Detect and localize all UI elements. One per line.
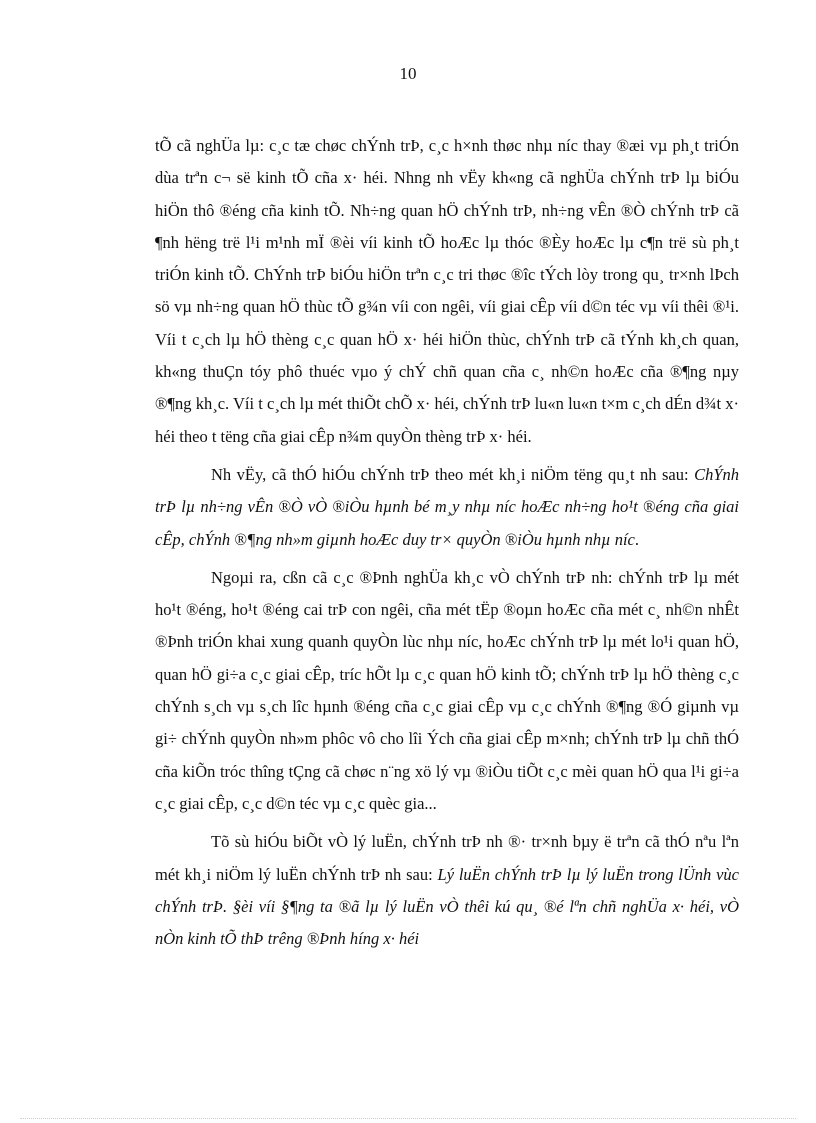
document-body: [155, 130, 739, 961]
paragraph-2: [155, 459, 739, 556]
paragraph-1: tÕ cã nghÜa lµ: c¸c tæ chøc chÝnh trÞ, c¸c h×nh thøc nhµ níc thay ®æi vµ ph¸t triÓn dùa trªn c¬ së kinh tÕ cña x· héi. Nhng nh vËy kh«ng cã nghÜa chÝnh trÞ lµ biÓu hiÖn thô ®éng cña kinh tÕ. Nh÷ng quan hÖ chÝnh trÞ, nh÷ng vÊn ®Ò chÝnh trÞ cã ¶nh hëng trë l¹i m¹nh mÏ ®èi víi kinh tÕ hoÆc lµ thóc ®Èy hoÆc lµ c¶n trë sù ph¸t triÓn kinh tÕ. ChÝnh trÞ biÓu hiÖn trªn c¸c tri thøc ®îc tÝch lòy trong qu¸ tr×nh lÞch sö vµ nh÷ng quan hÖ thùc tÕ g¾n víi con ngêi, víi giai cÊp víi d©n téc vµ víi thêi ®¹i. Víi t c¸ch lµ hÖ thèng c¸c quan hÖ x· héi hiÖn thùc, chÝnh trÞ cã tÝnh kh¸ch quan, kh«ng thuÇn tóy phô thuéc vµo ý chÝ chñ quan cña c¸ nh©n hoÆc cña ®¶ng nµy ®¶ng kh¸c. Víi t c¸ch lµ mét thiÕt chÕ x· héi, chÝnh trÞ lu«n lu«n t×m c¸ch dÉn d¾t x· héi theo t tëng cña giai cÊp n¾m quyÒn thèng trÞ x· héi.: [155, 136, 739, 446]
paragraph-4: [155, 826, 739, 955]
paragraph-2-italic: ChÝnh trÞ lµ nh÷ng vÊn ®Ò vÒ ®iÒu hµnh bé m¸y nhµ níc hoÆc nh÷ng ho¹t ®éng cña giai cÊp, chÝnh ®¶ng nh»m giµnh hoÆc duy tr× quyÒn ®iÒu hµnh nhµ níc: [155, 464, 739, 549]
paragraph-2-lead: Nh vËy, cã thÓ hiÓu chÝnh trÞ theo mét kh¸i niÖm tëng qu¸t nh sau:: [211, 464, 695, 484]
paragraph-4-lead: Tõ sù hiÓu biÕt vÒ lý luËn, chÝnh trÞ nh ®· tr×nh bµy ë trªn cã thÓ nªu lªn mét kh¸i niÖm lý luËn chÝnh trÞ nh sau:: [155, 832, 739, 884]
page-bottom-rule: [20, 1118, 796, 1119]
page-number: 10: [399, 64, 417, 83]
paragraph-2-tail: .: [634, 529, 639, 549]
paragraph-3: Ngoµi ra, cßn cã c¸c ®Þnh nghÜa kh¸c vÒ chÝnh trÞ nh: chÝnh trÞ lµ mét ho¹t ®éng, ho¹t ®éng cai trÞ con ngêi, cña mét tËp ®oµn hoÆc cña mét c¸ nh©n nhÊt ®Þnh triÓn khai xung quanh quyÒn lùc nhµ níc, hoÆc chÝnh trÞ lµ mét lo¹i quan hÖ, quan hÖ gi÷a c¸c giai cÊp, tríc hÕt lµ c¸c quan hÖ kinh tÕ; chÝnh trÞ lµ hÖ thèng c¸c chÝnh s¸ch vµ s¸ch lîc hµnh ®éng cña c¸c giai cÊp vµ c¸c chÝnh ®¶ng ®Ó giµnh vµ gi÷ chÝnh quyÒn nh»m phôc vô cho lîi Ých cña giai cÊp m×nh; chÝnh trÞ lµ chñ thÓ cña kiÕn tróc thîng tÇng cã chøc n¨ng xö lý vµ ®iÒu tiÕt c¸c mèi quan hÖ qua l¹i gi÷a c¸c giai cÊp, c¸c d©n téc vµ c¸c quèc gia...: [155, 567, 739, 813]
paragraph-4-italic: Lý luËn chÝnh trÞ lµ lý luËn trong lÜnh vùc chÝnh trÞ. §èi víi §¶ng ta ®ã lµ lý luËn vÒ thêi kú qu¸ ®é lªn chñ nghÜa x· héi, vÒ nÒn kinh tÕ thÞ trêng ®Þnh híng x· héi: [155, 864, 739, 949]
